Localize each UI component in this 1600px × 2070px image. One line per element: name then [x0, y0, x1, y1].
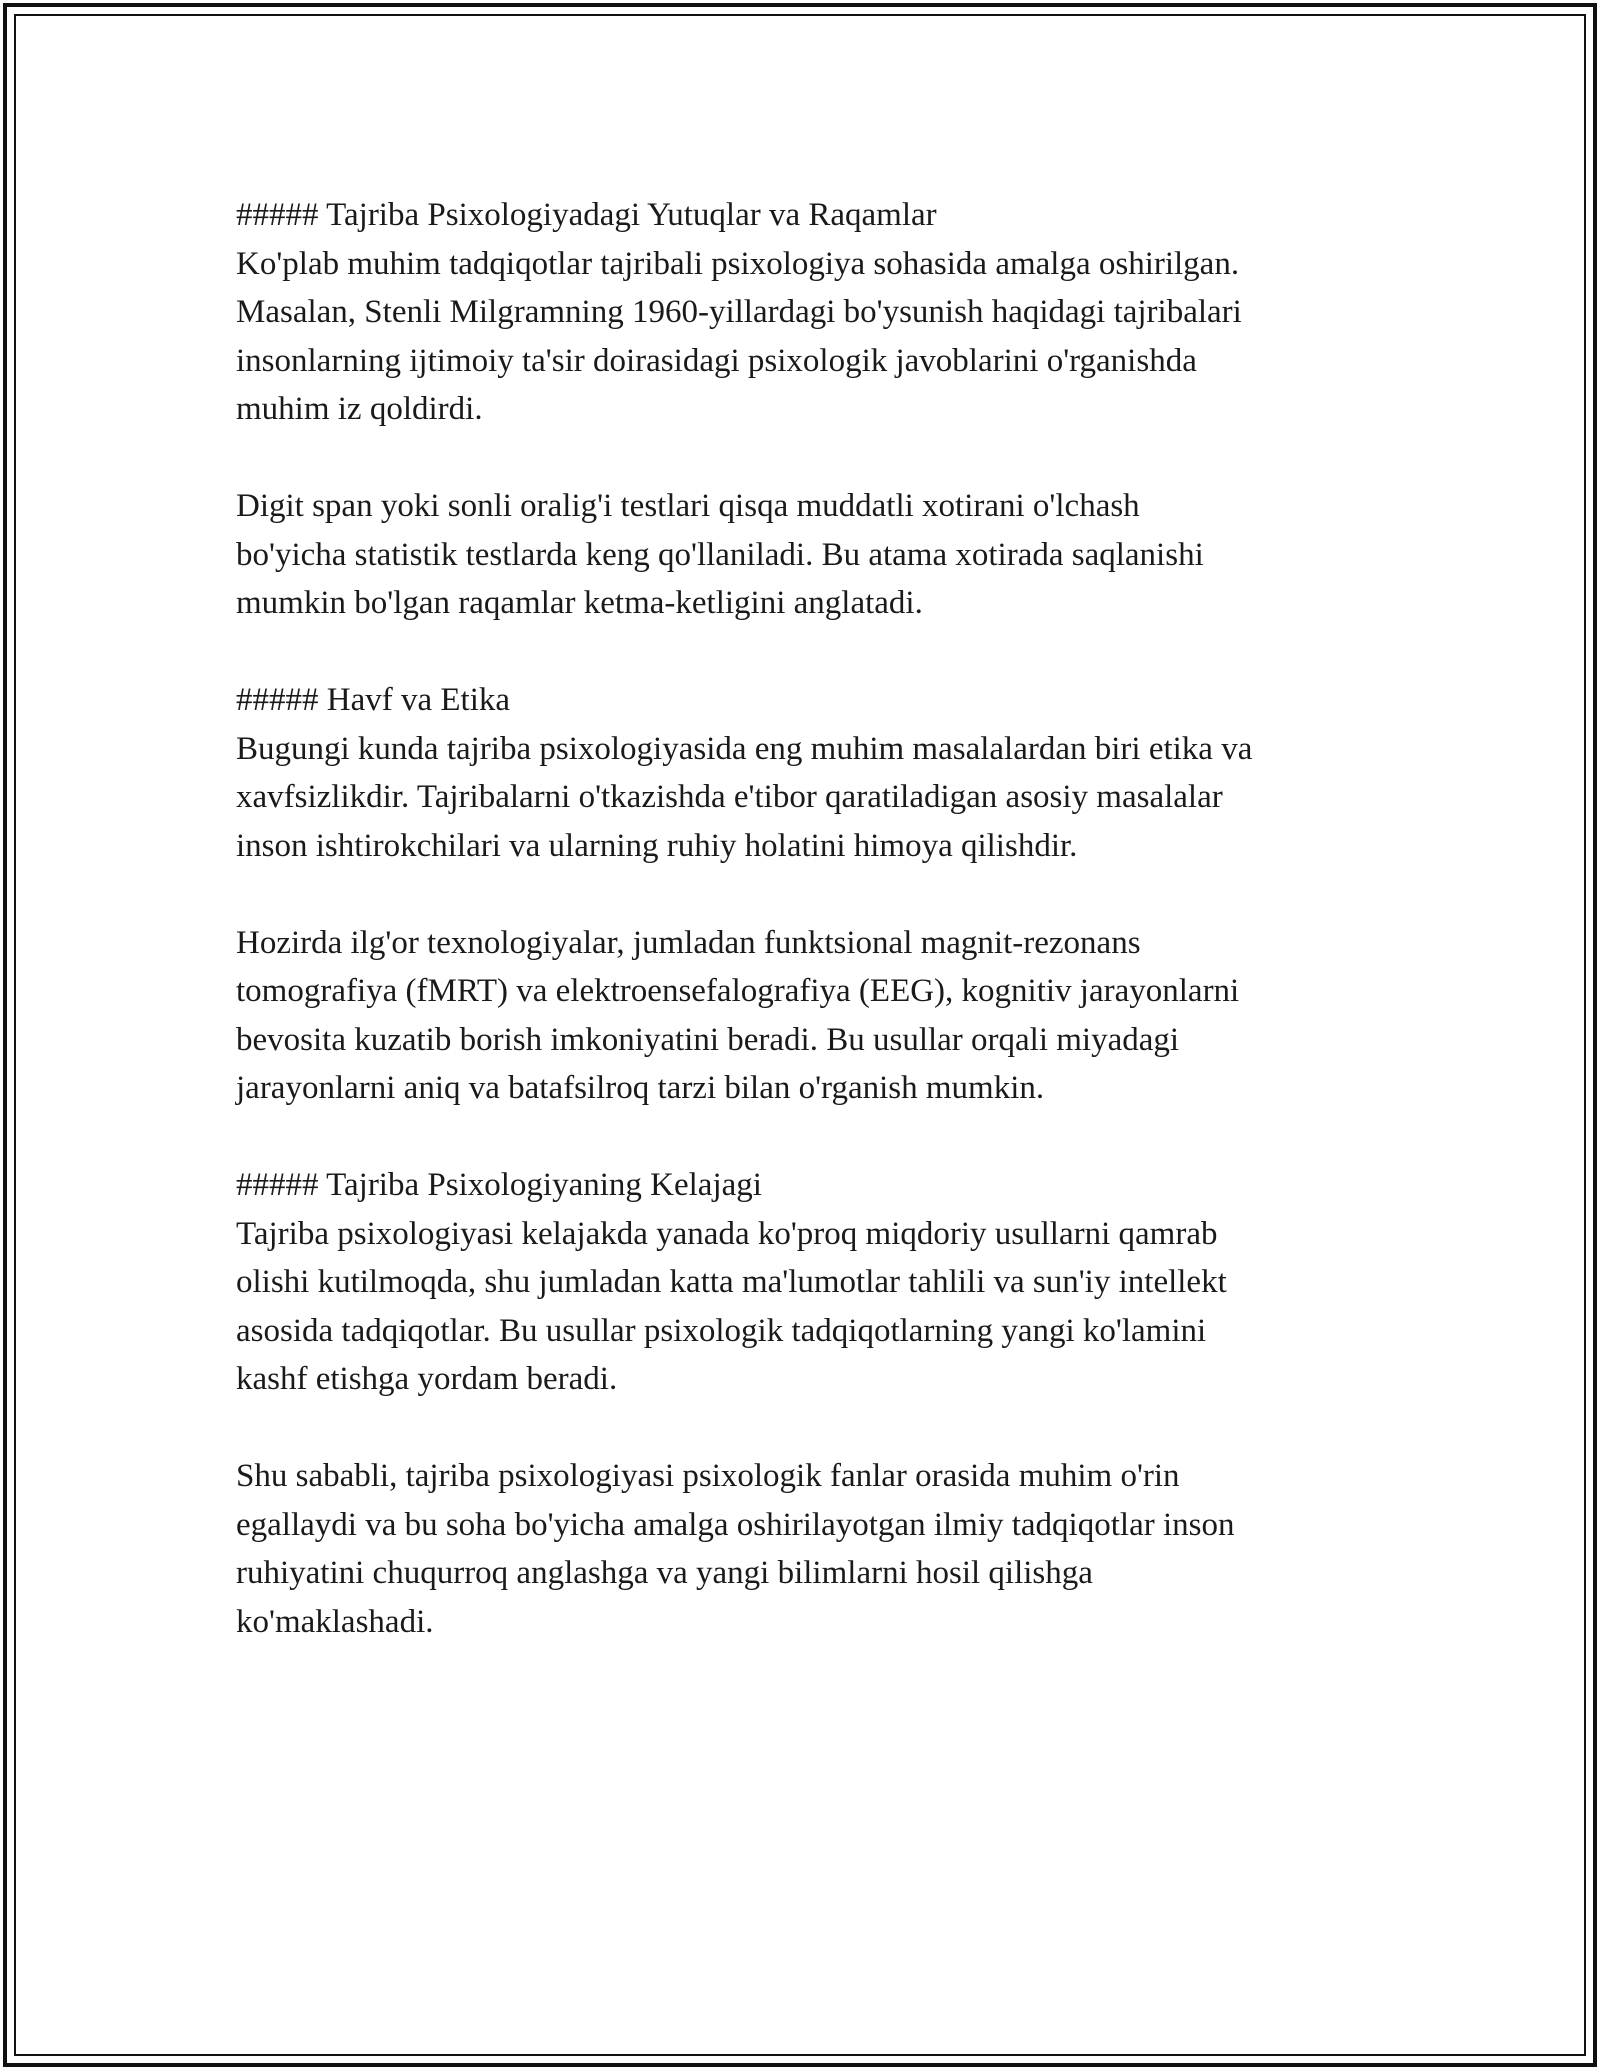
paragraph-text: Hozirda ilg'or texnologiyalar, jumladan funktsional magnit-rezonans tomografiya (fMRT) va elektroensefalografiya (EEG), kognitiv jarayonlarni bevosita kuzatib borish imkoniyatini beradi. Bu usullar orqali miyadagi jarayonlarni aniq va batafsilroq tarzi bilan o'rganish mumkin. — [236, 924, 1240, 1106]
section-heading: ##### Havf va Etika — [236, 682, 511, 718]
paragraph — [236, 1452, 1416, 1646]
section-heading: ##### Tajriba Psixologiyadagi Yutuqlar va Raqamlar — [236, 197, 937, 233]
paragraph-text: Digit span yoki sonli oralig'i testlari qisqa muddatli xotirani o'lchash bo'yicha statistik testlarda keng qo'llaniladi. Bu atama xotirada saqlanishi mumkin bo'lgan raqamlar ketma-ketligini anglatadi. — [236, 488, 1204, 621]
paragraph — [236, 1210, 1416, 1404]
paragraph-text: Shu sababli, tajriba psixologiyasi psixologik fanlar orasida muhim o'rin egallaydi va bu soha bo'yicha amalga oshirilayotgan ilmiy tadqiqotlar inson ruhiyatini chuqurroq anglashga va yangi bilimlarni hosil qilishga ko'maklashadi. — [236, 1458, 1235, 1640]
section-ethics — [236, 676, 1416, 1113]
paragraph-text: Ko'plab muhim tadqiqotlar tajribali psixologiya sohasida amalga oshirilgan. Masalan, Stenli Milgramning 1960-yillardagi bo'ysunish haqidagi tajribalari insonlarning ijtimoiy ta'sir doirasidagi psixologik javoblarini o'rganishda muhim iz qoldirdi. — [236, 245, 1242, 427]
paragraph-text: Bugungi kunda tajriba psixologiyasida eng muhim masalalardan biri etika va xavfsizlikdir. Tajribalarni o'tkazishda e'tibor qaratiladigan asosiy masalalar inson ishtirokchilari va ularning ruhiy holatini himoya qilishdir. — [236, 730, 1253, 864]
section-heading: ##### Tajriba Psixologiyaning Kelajagi — [236, 1167, 762, 1203]
paragraph — [236, 482, 1416, 628]
section-achievements — [236, 191, 1416, 628]
section-future — [236, 1161, 1416, 1646]
paragraph — [236, 240, 1416, 434]
paragraph — [236, 725, 1416, 871]
paragraph-text: Tajriba psixologiyasi kelajakda yanada ko'proq miqdoriy usullarni qamrab olishi kutilmoqda, shu jumladan katta ma'lumotlar tahlili va sun'iy intellekt asosida tadqiqotlar. Bu usullar psixologik tadqiqotlarning yangi ko'lamini kashf etishga yordam beradi. — [236, 1215, 1227, 1397]
paragraph — [236, 919, 1416, 1113]
document-body — [236, 191, 1416, 1695]
